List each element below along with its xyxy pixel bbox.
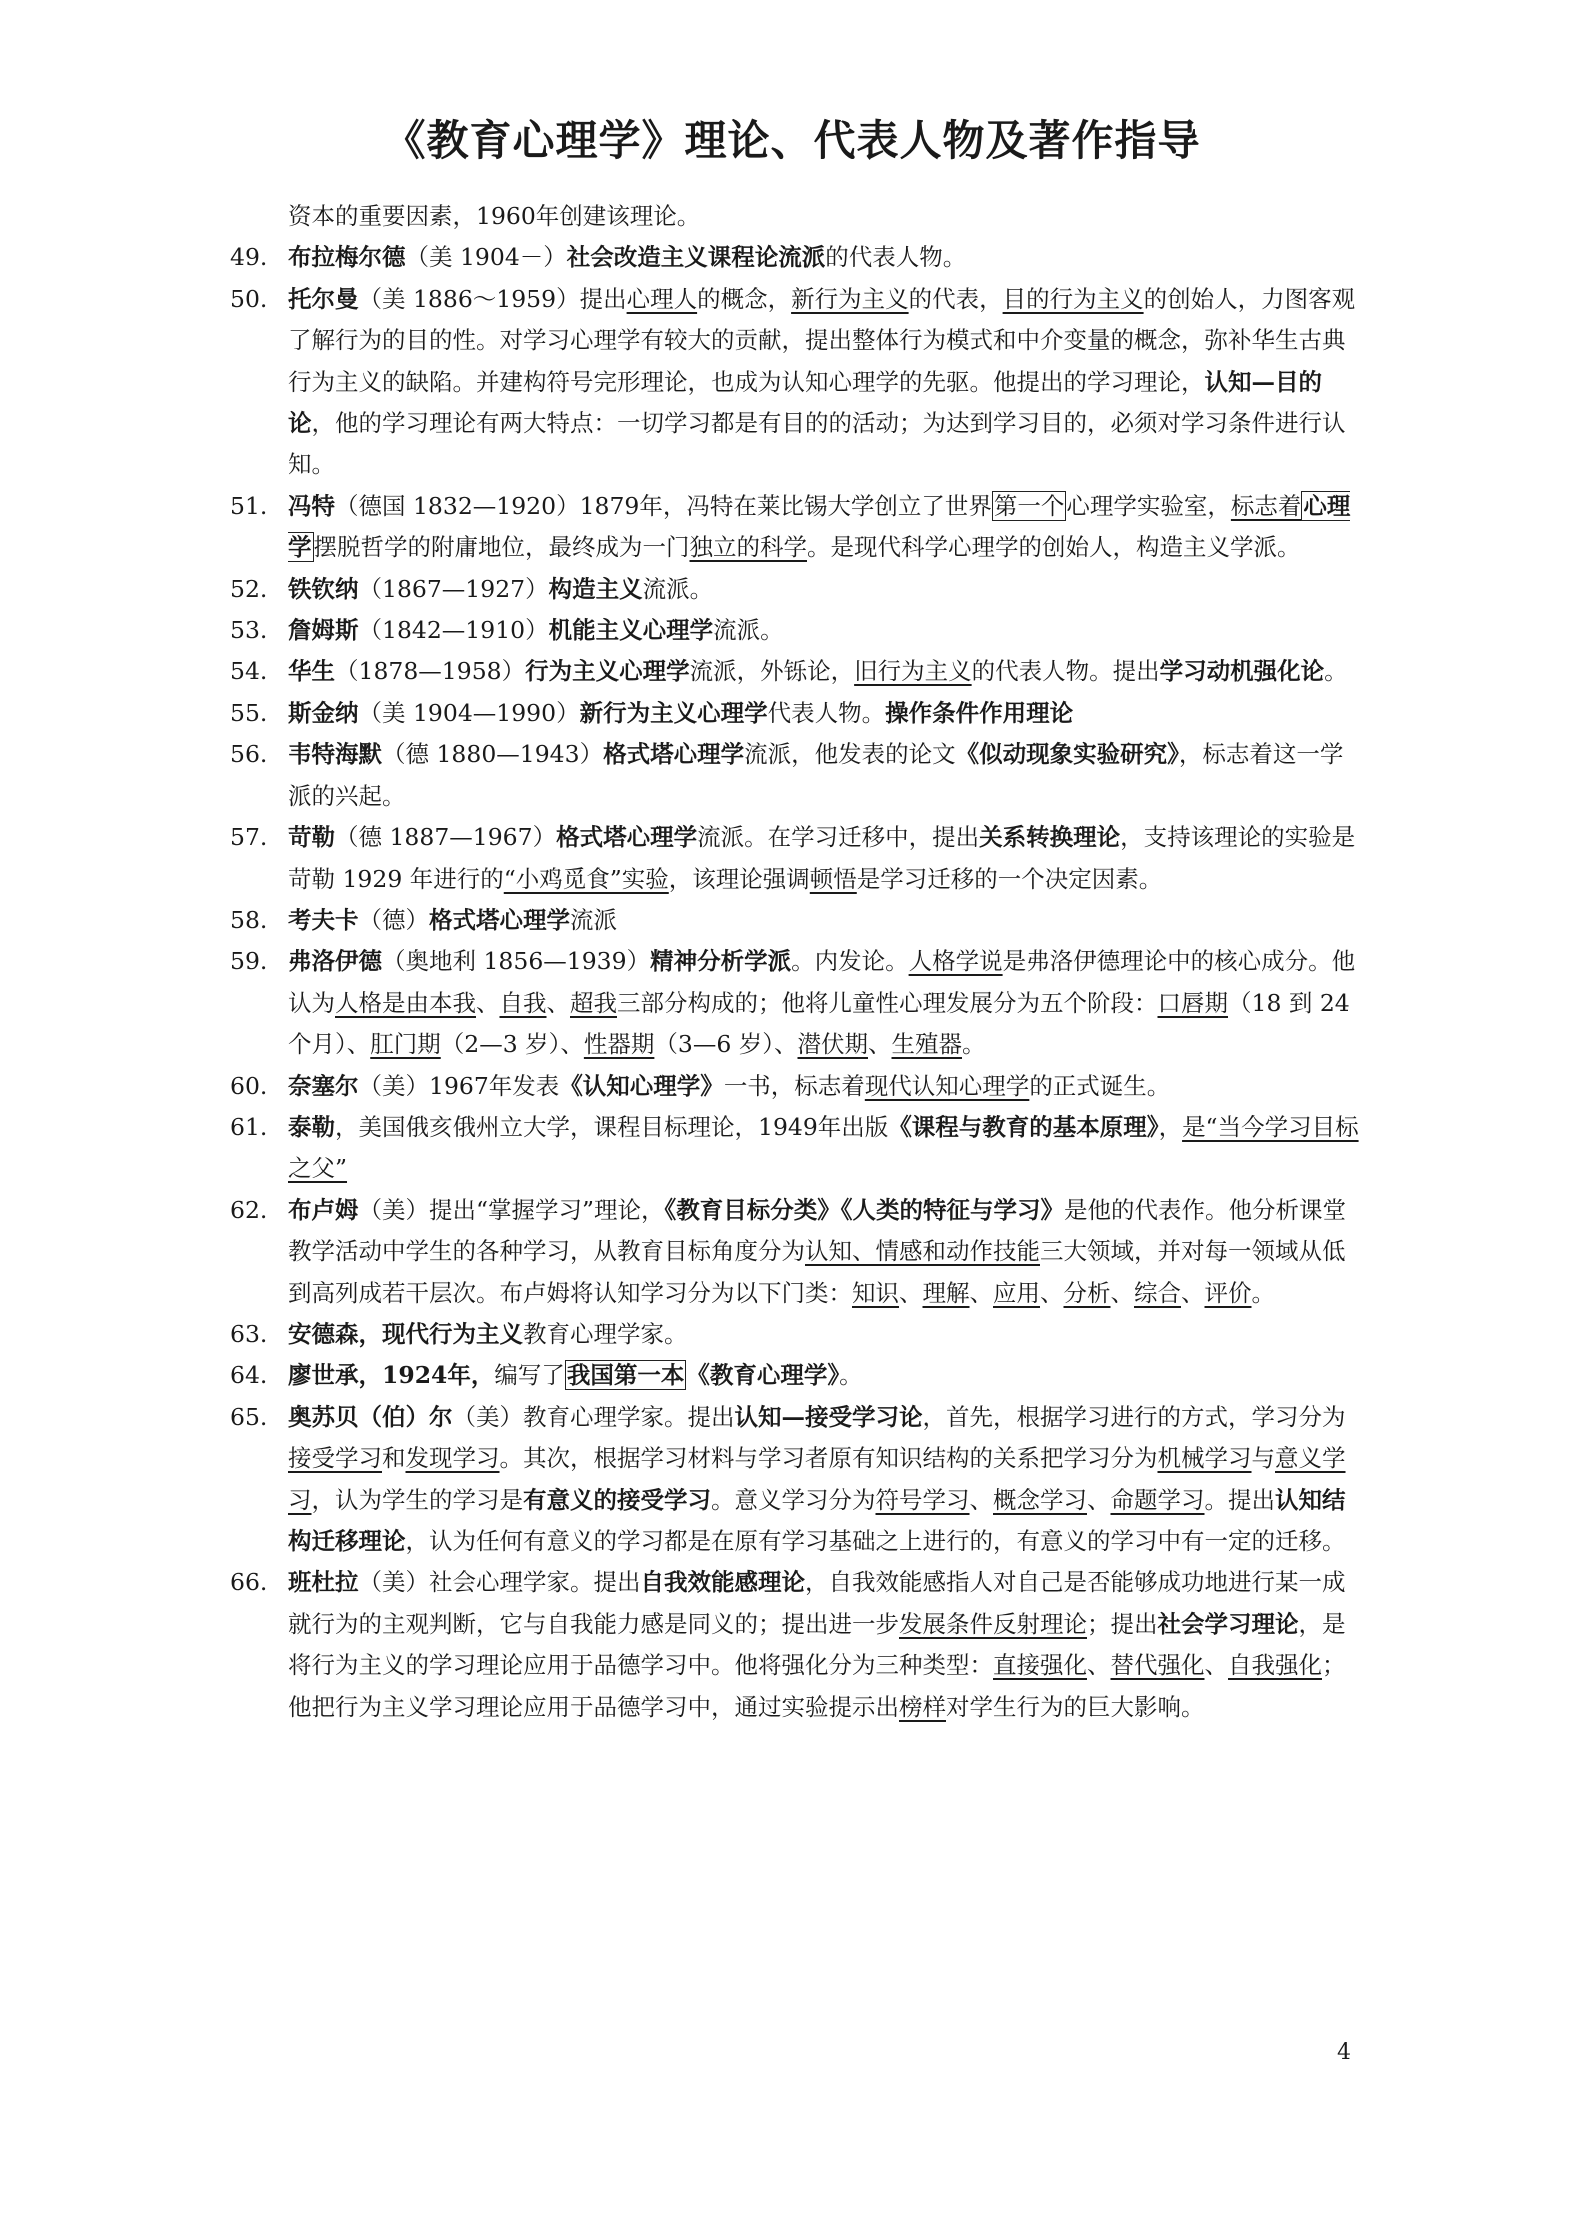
underlined-term: 旧行为主义 (854, 657, 972, 686)
key-term: 格式塔心理学 (556, 823, 698, 852)
underlined-term: “小鸡觅食”实验 (503, 864, 669, 893)
entry-51: 51. 冯特（德国 1832—1920）1879年，冯特在莱比锡大学创立了世界第一个心理学实验室，标志着心理学摆脱哲学的附庸地位，最终成为一门独立的科学。是现代科学心理学的创始人，构造主义学派。 (230, 486, 1360, 569)
key-term: 格式塔心理学 (429, 905, 570, 934)
page-number: 4 (1337, 2040, 1351, 2065)
entry-number: 62. (230, 1195, 268, 1224)
person-name: 苛勒 (288, 823, 335, 852)
key-term: 自我效能感理论 (640, 1568, 805, 1597)
boxed-term: 心理学 (288, 491, 1351, 562)
entry-number: 61. (230, 1112, 268, 1141)
entry-63: 63. 安德森，现代行为主义教育心理学家。 (230, 1314, 1360, 1355)
document-body (230, 196, 1360, 1728)
underlined-term: 替代强化 (1110, 1651, 1205, 1680)
key-term: 操作条件作用理论 (885, 698, 1074, 727)
entry-66: 66. 班杜拉（美）社会心理学家。提出自我效能感理论，自我效能感指人对自己是否能够成功地进行某一成就行为的主观判断，它与自我能力感是同义的；提出进一步发展条件反射理论；提出社会学习理论，是将行为主义的学习理论应用于品德学习中。他将强化分为三种类型：直接强化、替代强化、自我强化；他把行为主义学习理论应用于品德学习中，通过实验提示出榜样对学生行为的巨大影响。 (230, 1562, 1360, 1728)
entry-number: 65. (230, 1402, 268, 1431)
underlined-term: 意义学习 (288, 1444, 1346, 1514)
page-title: 《教育心理学》理论、代表人物及著作指导 (383, 116, 1201, 165)
underlined-term: 新行为主义 (791, 284, 909, 313)
work-title: 《教育目标分类》《人类的特征与学习》 (664, 1195, 1065, 1224)
key-term: 有意义的接受学习 (523, 1485, 711, 1514)
underlined-term: 性器期 (583, 1030, 655, 1059)
entry-number: 56. (230, 740, 268, 769)
entry-number: 51. (230, 491, 268, 520)
underlined-term: 符号学习 (875, 1485, 970, 1514)
underlined-term: 评价 (1204, 1278, 1252, 1307)
underlined-term: 心理人 (626, 284, 698, 313)
underlined-term: 应用 (993, 1278, 1040, 1307)
entry-number: 59. (230, 947, 268, 976)
work-title: 《教育心理学》 (686, 1361, 840, 1390)
underlined-term: 知识 (852, 1278, 899, 1307)
work-title: 《课程与教育的基本原理》 (888, 1112, 1159, 1141)
entry-number: 63. (230, 1319, 268, 1348)
entry-number: 55. (230, 698, 268, 727)
underlined-term: 潜伏期 (797, 1030, 868, 1059)
underlined-term: 现代认知心理学 (864, 1071, 1030, 1100)
key-term: 学习动机强化论 (1159, 657, 1325, 686)
entry-56: 56. 韦特海默（德 1880—1943）格式塔心理学流派，他发表的论文《似动现象实验研究》，标志着这一学派的兴起。 (230, 734, 1360, 817)
underlined-term: 人格是由本我 (335, 988, 476, 1017)
entry-50: 50. 托尔曼（美 1886～1959）提出心理人的概念，新行为主义的代表，目的行为主义的创始人，力图客观了解行为的目的性。对学习心理学有较大的贡献，提出整体行为模式和中介变量的概念，弥补华生古典行为主义的缺陷。并建构符号完形理论，也成为认知心理学的先驱。他提出的学习理论，认知—目的论，他的学习理论有两大特点：一切学习都是有目的的活动；为达到学习目的，必须对学习条件进行认知。 (230, 279, 1360, 486)
entry-64: 64. 廖世承，1924年，编写了我国第一本《教育心理学》。 (230, 1355, 1360, 1396)
person-name: 斯金纳 (288, 698, 359, 727)
key-term: 新行为主义心理学 (579, 698, 768, 727)
person-name: 安德森，现代行为主义 (288, 1319, 523, 1348)
key-term: 社会学习理论 (1157, 1609, 1299, 1638)
entry-number: 58. (230, 905, 268, 934)
person-name: 廖世承，1924年， (288, 1361, 495, 1390)
person-name: 奈塞尔 (288, 1071, 359, 1100)
key-term: 认知—接受学习论 (734, 1402, 923, 1431)
underlined-term: 发现学习 (405, 1444, 500, 1473)
entry-61: 61. 泰勒，美国俄亥俄州立大学，课程目标理论，1949年出版《课程与教育的基本原理》，是“当今学习目标之父” (230, 1107, 1360, 1190)
underlined-term: 综合 (1134, 1278, 1181, 1307)
underlined-term: 是“当今学习目标之父” (288, 1112, 1359, 1183)
underlined-term: 目的行为主义 (1002, 284, 1144, 313)
underlined-term: 直接强化 (993, 1651, 1087, 1680)
key-term: 机能主义心理学 (548, 616, 714, 645)
underlined-term: 榜样 (899, 1692, 946, 1721)
underlined-term: 生殖器 (891, 1030, 962, 1059)
key-term: 社会改造主义课程论流派 (566, 243, 826, 272)
person-name: 华生 (288, 657, 335, 686)
person-name: 班杜拉 (288, 1568, 359, 1597)
entry-number: 66. (230, 1568, 268, 1597)
entry-number: 54. (230, 657, 268, 686)
person-name: 詹姆斯 (288, 616, 359, 645)
person-name: 奥苏贝（伯）尔 (288, 1402, 453, 1431)
key-term: 格式塔心理学 (603, 740, 745, 769)
underlined-term: 概念学习 (993, 1485, 1087, 1514)
underlined-term: 命题学习 (1110, 1485, 1205, 1514)
work-title: 《似动现象实验研究》 (955, 740, 1179, 769)
continuation-line: 资本的重要因素，1960年创建该理论。 (288, 202, 701, 230)
underlined-term: 顿悟 (809, 864, 857, 893)
entry-number: 49. (230, 243, 268, 272)
entry-58: 58. 考夫卡（德）格式塔心理学流派 (230, 900, 1360, 941)
underlined-term: 标志着 (1230, 491, 1302, 520)
underlined-term: 认知、情感和动作技能 (805, 1237, 1040, 1266)
person-name: 弗洛伊德 (288, 947, 382, 976)
underlined-term: 肛门期 (370, 1030, 441, 1059)
key-term: 认知结构迁移理论 (288, 1485, 1346, 1555)
work-title: 《认知心理学》 (559, 1071, 724, 1100)
entry-number: 60. (230, 1071, 268, 1100)
underlined-term: 自我强化 (1228, 1651, 1322, 1680)
boxed-term: 我国第一本 (566, 1361, 685, 1390)
entry-59: 59. 弗洛伊德（奥地利 1856—1939）精神分析学派。内发论。人格学说是弗洛伊德理论中的核心成分。他认为人格是由本我、自我、超我三部分构成的；他将儿童性心理发展分为五个阶段：口唇期（18 到 24 个月）、肛门期（2—3 岁）、性器期（3—6 岁）、潜伏期、生殖器。 (230, 941, 1360, 1065)
entry-53: 53. 詹姆斯（1842—1910）机能主义心理学流派。 (230, 610, 1360, 651)
key-term: 关系转换理论 (979, 823, 1121, 852)
key-term: 认知—目的论 (288, 367, 1322, 438)
person-name: 泰勒 (288, 1112, 335, 1141)
key-term: 精神分析学派 (650, 947, 792, 976)
key-term: 构造主义 (548, 574, 643, 603)
underlined-term: 分析 (1063, 1278, 1111, 1307)
entry-54: 54. 华生（1878—1958）行为主义心理学流派，外铄论，旧行为主义的代表人物。提出学习动机强化论。 (230, 651, 1360, 692)
entry-number: 53. (230, 616, 268, 645)
entry-52: 52. 铁钦纳（1867—1927）构造主义流派。 (230, 569, 1360, 610)
entry-57: 57. 苛勒（德 1887—1967）格式塔心理学流派。在学习迁移中，提出关系转换理论，支持该理论的实验是苛勒 1929 年进行的“小鸡觅食”实验，该理论强调顿悟是学习迁移的一个决定因素。 (230, 817, 1360, 900)
person-name: 布拉梅尔德 (288, 243, 406, 272)
entry-49: 49. 布拉梅尔德（美 1904－）社会改造主义课程论流派的代表人物。 (230, 237, 1360, 278)
underlined-term: 接受学习 (288, 1444, 382, 1473)
underlined-term: 超我 (570, 988, 617, 1017)
person-name: 韦特海默 (288, 740, 382, 769)
underlined-term: 独立的科学 (689, 533, 807, 562)
entry-number: 57. (230, 823, 268, 852)
underlined-term: 理解 (922, 1278, 970, 1307)
underlined-term: 发展条件反射理论 (899, 1609, 1087, 1638)
person-name: 托尔曼 (288, 284, 359, 313)
entry-number: 64. (230, 1361, 268, 1390)
underlined-term: 人格学说 (908, 947, 1003, 976)
underlined-term: 口唇期 (1157, 988, 1228, 1017)
entry-65: 65. 奥苏贝（伯）尔（美）教育心理学家。提出认知—接受学习论，首先，根据学习进行的方式，学习分为接受学习和发现学习。其次，根据学习材料与学习者原有知识结构的关系把学习分为机械学习与意义学习，认为学生的学习是有意义的接受学习。意义学习分为符号学习、概念学习、命题学习。提出认知结构迁移理论，认为任何有意义的学习都是在原有学习基础之上进行的，有意义的学习中有一定的迁移。 (230, 1397, 1360, 1563)
key-term: 行为主义心理学 (525, 657, 690, 686)
entry-55: 55. 斯金纳（美 1904—1990）新行为主义心理学代表人物。操作条件作用理论 (230, 693, 1360, 734)
person-name: 铁钦纳 (288, 574, 359, 603)
underlined-term: 机械学习 (1157, 1444, 1252, 1473)
entry-60: 60. 奈塞尔（美）1967年发表《认知心理学》一书，标志着现代认知心理学的正式诞生。 (230, 1066, 1360, 1107)
entry-number: 52. (230, 574, 268, 603)
underlined-term: 自我 (499, 988, 547, 1017)
entry-62: 62. 布卢姆（美）提出“掌握学习”理论，《教育目标分类》《人类的特征与学习》是他的代表作。他分析课堂教学活动中学生的各种学习，从教育目标角度分为认知、情感和动作技能三大领域，并对每一领域从低到高列成若干层次。布卢姆将认知学习分为以下门类：知识、理解、应用、分析、综合、评价。 (230, 1190, 1360, 1314)
boxed-term: 第一个 (993, 491, 1065, 520)
person-name: 考夫卡 (288, 905, 359, 934)
person-name: 冯特 (288, 491, 335, 520)
entry-number: 50. (230, 284, 268, 313)
person-name: 布卢姆 (288, 1195, 359, 1224)
